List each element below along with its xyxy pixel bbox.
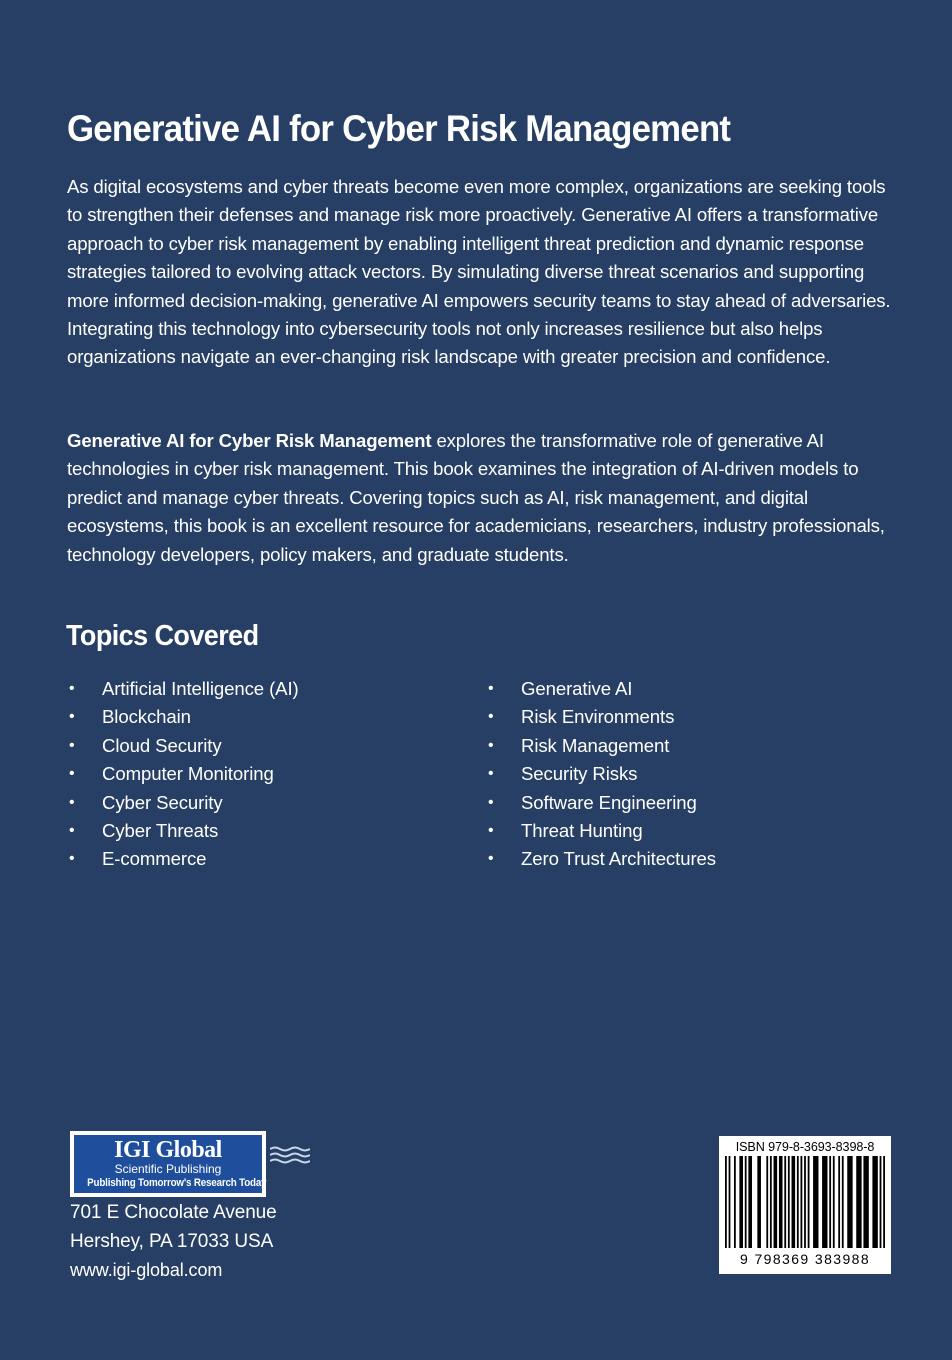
barcode-bar bbox=[808, 1156, 810, 1248]
barcode-bar bbox=[856, 1156, 861, 1248]
topic-label: Blockchain bbox=[102, 706, 191, 728]
topic-item bbox=[69, 732, 449, 760]
topics-list-left bbox=[69, 675, 449, 874]
barcode-bar bbox=[748, 1156, 752, 1248]
barcode-bar bbox=[770, 1156, 772, 1248]
bullet-icon: • bbox=[69, 850, 75, 868]
barcode-bar bbox=[739, 1156, 743, 1248]
bullet-icon: • bbox=[488, 680, 494, 697]
barcode-bar bbox=[829, 1156, 831, 1248]
topic-label: Software Engineering bbox=[521, 791, 697, 813]
publisher-logo bbox=[70, 1131, 266, 1197]
barcode-bar bbox=[797, 1156, 799, 1248]
bullet-icon: • bbox=[488, 736, 494, 754]
topic-item bbox=[69, 675, 449, 703]
topic-item bbox=[69, 789, 449, 817]
topics-list-right bbox=[488, 675, 888, 874]
barcode-bar bbox=[766, 1156, 768, 1248]
barcode-bar bbox=[822, 1156, 827, 1248]
topic-item bbox=[69, 845, 449, 873]
bullet-icon: • bbox=[488, 708, 494, 726]
barcode-bar bbox=[842, 1156, 844, 1248]
topic-label: Risk Environments bbox=[521, 706, 675, 728]
topic-label: Cyber Threats bbox=[102, 819, 219, 841]
barcode-bar bbox=[729, 1156, 731, 1248]
topic-label: Computer Monitoring bbox=[102, 763, 274, 785]
barcode-bar bbox=[847, 1156, 852, 1248]
barcode-bar bbox=[745, 1156, 747, 1248]
topics-heading: Topics Covered bbox=[66, 620, 259, 652]
bullet-icon: • bbox=[69, 680, 75, 697]
address-line-2: Hershey, PA 17033 USA bbox=[70, 1230, 274, 1252]
barcode-bar bbox=[833, 1156, 835, 1248]
bullet-icon: • bbox=[69, 793, 75, 811]
address-line-1: 701 E Chocolate Avenue bbox=[70, 1202, 277, 1223]
barcode-bar bbox=[883, 1156, 885, 1248]
topic-item bbox=[488, 789, 888, 817]
barcode-bar bbox=[734, 1156, 736, 1248]
topic-item bbox=[69, 817, 449, 845]
barcode-bar bbox=[801, 1156, 803, 1248]
topic-label: Cloud Security bbox=[102, 734, 222, 756]
bullet-icon: • bbox=[69, 821, 75, 839]
bullet-icon: • bbox=[69, 708, 75, 726]
barcode-bar bbox=[757, 1156, 761, 1248]
barcode-bar bbox=[838, 1156, 840, 1248]
topic-item bbox=[488, 703, 888, 731]
topic-item bbox=[69, 703, 449, 731]
publisher-logo-subtitle: Scientific Publishing bbox=[114, 1162, 222, 1176]
topic-label: Artificial Intelligence (AI) bbox=[102, 678, 299, 699]
barcode-bar bbox=[863, 1156, 868, 1248]
topic-label: Security Risks bbox=[521, 763, 638, 785]
barcode-bar bbox=[788, 1156, 790, 1248]
topic-label: Risk Management bbox=[521, 734, 670, 756]
isbn-barcode bbox=[719, 1136, 891, 1274]
barcode-bar bbox=[774, 1156, 778, 1248]
description-paragraph-1: As digital ecosystems and cyber threats become even more complex, organizations are seeking tools to strengthen their defenses and manage risk more proactively. Generative AI offers a transformative approach to cyber risk management by enabling intelligent threat prediction and dynamic response strategies tailored to evolving attack vectors. By simulating diverse threat scenarios and supporting more informed decision-making, generative AI empowers security teams to stay ahead of adversaries. Integrating this technology into cybersecurity tools not only increases resilience but also helps organizations navigate an ever-changing risk landscape with greater precision and confidence. bbox=[67, 176, 891, 368]
bullet-icon: • bbox=[69, 765, 75, 783]
barcode-bar bbox=[784, 1156, 786, 1248]
bullet-icon: • bbox=[488, 793, 494, 811]
topic-label: Generative AI bbox=[521, 678, 633, 699]
publisher-logo-tagline: Publishing Tomorrow's Research Today bbox=[87, 1177, 267, 1189]
isbn-label: ISBN 979-8-3693-8398-8 bbox=[735, 1140, 875, 1154]
bullet-icon: • bbox=[488, 765, 494, 783]
topic-item bbox=[488, 760, 888, 788]
bullet-icon: • bbox=[69, 736, 75, 754]
topic-item bbox=[488, 817, 888, 845]
topic-label: Threat Hunting bbox=[521, 819, 643, 841]
barcode-bars bbox=[723, 1156, 887, 1266]
book-title: Generative AI for Cyber Risk Management bbox=[67, 108, 731, 149]
barcode-bar bbox=[804, 1156, 806, 1248]
barcode-bar bbox=[872, 1156, 877, 1248]
topic-label: Zero Trust Architectures bbox=[521, 848, 716, 870]
publisher-address bbox=[70, 1199, 277, 1285]
bullet-icon: • bbox=[488, 850, 494, 868]
topic-item bbox=[488, 732, 888, 760]
barcode-number: 9 798369 383988 bbox=[740, 1251, 870, 1267]
paragraph-bold-title: Generative AI for Cyber Risk Management bbox=[67, 430, 432, 451]
publisher-logo-panel bbox=[74, 1135, 267, 1193]
barcode-bar bbox=[779, 1156, 783, 1248]
topic-item bbox=[69, 760, 449, 788]
bullet-icon: • bbox=[488, 821, 494, 839]
barcode-bar bbox=[725, 1156, 727, 1248]
topic-item bbox=[488, 845, 888, 873]
paragraph-body: explores the transformative role of generative AI technologies in cyber risk management. This book examines the integration of AI-driven models to predict and manage cyber threats. Covering topics such as AI, risk management, and digital ecosystems, this book is an excellent resource for academicians, researchers, industry professionals, technology developers, policy makers, and graduate students. bbox=[67, 430, 885, 565]
topic-label: Cyber Security bbox=[102, 791, 223, 813]
description-paragraph-2 bbox=[67, 427, 897, 569]
topic-label: E-commerce bbox=[102, 848, 207, 870]
publisher-logo-name: IGI Global bbox=[114, 1137, 222, 1163]
barcode-bar bbox=[813, 1156, 818, 1248]
topic-item bbox=[488, 675, 888, 703]
barcode-bar bbox=[880, 1156, 882, 1248]
logo-waves-icon bbox=[270, 1144, 310, 1168]
publisher-website: www.igi-global.com bbox=[70, 1260, 223, 1280]
barcode-bar bbox=[792, 1156, 796, 1248]
